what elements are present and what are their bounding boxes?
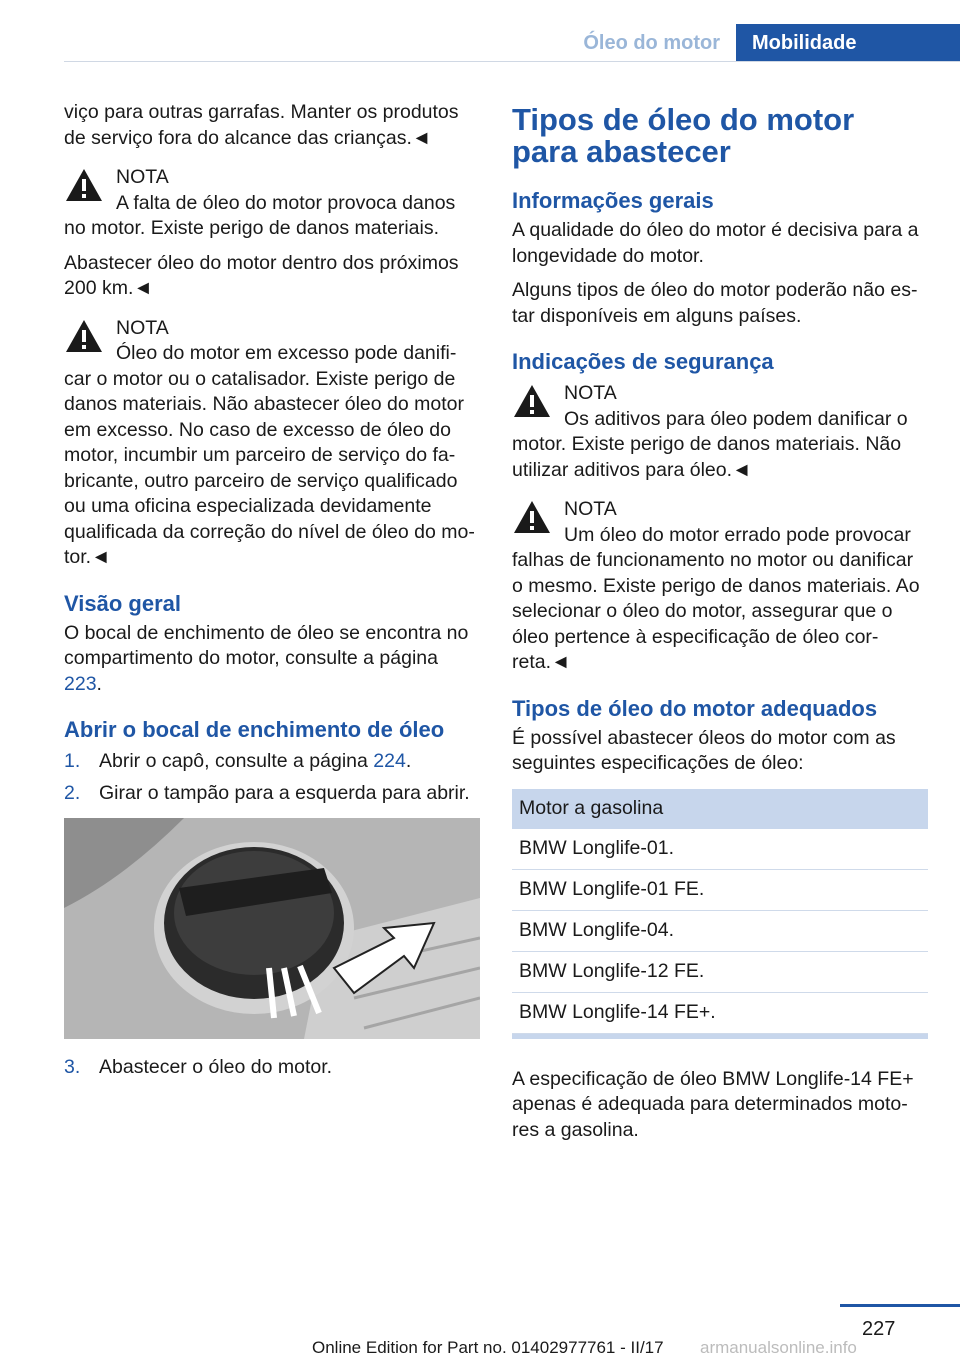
note-title: NOTA [116, 316, 169, 339]
oil-cap-illustration [64, 818, 480, 1039]
oil-spec-table [512, 789, 928, 1034]
list-item [64, 1055, 480, 1081]
page-header [0, 0, 960, 62]
heading-open-filler: Abrir o bocal de enchimento de óleo [64, 717, 445, 742]
step-text: Abrir o capô, consulte a página [99, 750, 374, 772]
header-rule [64, 61, 960, 62]
note-text: Óleo do motor em excesso pode danifi-car o motor ou o catalisador. Existe perigo de danos materiais. Não abastecer óleo do motor em excesso. No caso de excesso de óleo do motor, incumbir um parceiro de serviço do fa-bricante, outro parceiro de serviço qualificado ou uma oficina especializada devidamente qualificada da correção do nível de óleo do mo-tor.◄ [64, 342, 475, 568]
table-bottom-rule [512, 1034, 928, 1039]
note-text: A falta de óleo do motor provoca danos no motor. Existe perigo de danos materiais. [64, 191, 456, 239]
section-title: Óleo do motor [583, 32, 720, 54]
page-number: 227 [862, 1318, 896, 1340]
note-title: NOTA [564, 382, 617, 404]
overview-text [64, 621, 480, 698]
general-text: Alguns tipos de óleo do motor poderão não es-tar disponíveis em alguns países. [512, 279, 918, 327]
warning-icon [512, 383, 552, 419]
table-header: Motor a gasolina [512, 789, 928, 829]
table-row [512, 829, 928, 870]
table-row [512, 869, 928, 910]
page-link-223[interactable]: 223 [64, 672, 97, 695]
step-end: . [405, 750, 412, 772]
note-oil-excess [64, 316, 480, 571]
overview-body: O bocal de enchimento de óleo se encontra no compartimento do motor, consulte a página [64, 621, 469, 669]
table-row [512, 910, 928, 951]
warning-icon [512, 499, 552, 535]
footnote-text: A especificação de óleo BMW Longlife-14 FE+ apenas é adequada para determinados moto-res a gasolina. [512, 1067, 914, 1141]
note-text: Abastecer óleo do motor dentro dos próximos 200 km.◄ [64, 251, 459, 299]
note-oil-shortage [64, 165, 480, 302]
warning-icon [64, 167, 104, 203]
table-row [512, 992, 928, 1033]
general-text: A qualidade do óleo do motor é decisiva para a longevidade do motor. [512, 219, 919, 267]
suitable-text: É possível abastecer óleos do motor com as seguintes especificações de óleo: [512, 726, 896, 774]
table-cell: BMW Longlife-01. [512, 829, 928, 870]
heading-general-info: Informações gerais [512, 188, 714, 213]
note-text: Os aditivos para óleo podem danificar o motor. Existe perigo de danos materiais. Não utilizar aditivos para óleo.◄ [512, 407, 908, 481]
heading-safety: Indicações de segurança [512, 349, 774, 374]
watermark-text: armanualsonline.info [700, 1338, 857, 1357]
step-number: 2. [64, 781, 81, 804]
warning-icon [64, 318, 104, 354]
section-heading: Tipos de óleo do motor para abastecer [512, 102, 855, 169]
list-item [64, 749, 480, 775]
note-title: NOTA [564, 498, 617, 520]
heading-overview: Visão geral [64, 590, 181, 616]
list-item [64, 781, 480, 807]
table-cell: BMW Longlife-04. [512, 910, 928, 951]
note-additives [512, 381, 928, 483]
step-number: 3. [64, 1056, 81, 1078]
step-text: Abastecer o óleo do motor. [99, 1056, 333, 1078]
steps-list-continued [64, 1055, 480, 1081]
note-title: NOTA [116, 166, 169, 188]
note-wrong-oil [512, 497, 928, 676]
table-cell: BMW Longlife-14 FE+. [512, 992, 928, 1033]
step-text: Girar o tampão para a esquerda para abrir. [99, 781, 470, 804]
right-column [512, 100, 928, 1152]
page-link-224[interactable]: 224 [373, 750, 406, 772]
table-cell: BMW Longlife-12 FE. [512, 951, 928, 992]
table-row [512, 951, 928, 992]
note-text: Um óleo do motor errado pode provocar falhas de funcionamento no motor ou danificar o mesmo. Existe perigo de danos materiais. Ao selecionar o óleo do motor, assegurar que o óleo pertence à especificação de óleo cor-reta.◄ [512, 523, 920, 673]
left-column [64, 100, 480, 1091]
table-cell: BMW Longlife-01 FE. [512, 869, 928, 910]
footer-rule [840, 1304, 960, 1307]
overview-end: . [96, 672, 102, 695]
intro-text: viço para outras garrafas. Manter os produtos de serviço fora do alcance das crianças.◄ [64, 101, 459, 149]
edition-text: Online Edition for Part no. 01402977761 - II/17 [312, 1338, 664, 1357]
step-number: 1. [64, 750, 81, 772]
heading-suitable-oils: Tipos de óleo do motor adequados [512, 695, 878, 721]
chapter-tab: Mobilidade [736, 24, 960, 62]
steps-list [64, 749, 480, 806]
